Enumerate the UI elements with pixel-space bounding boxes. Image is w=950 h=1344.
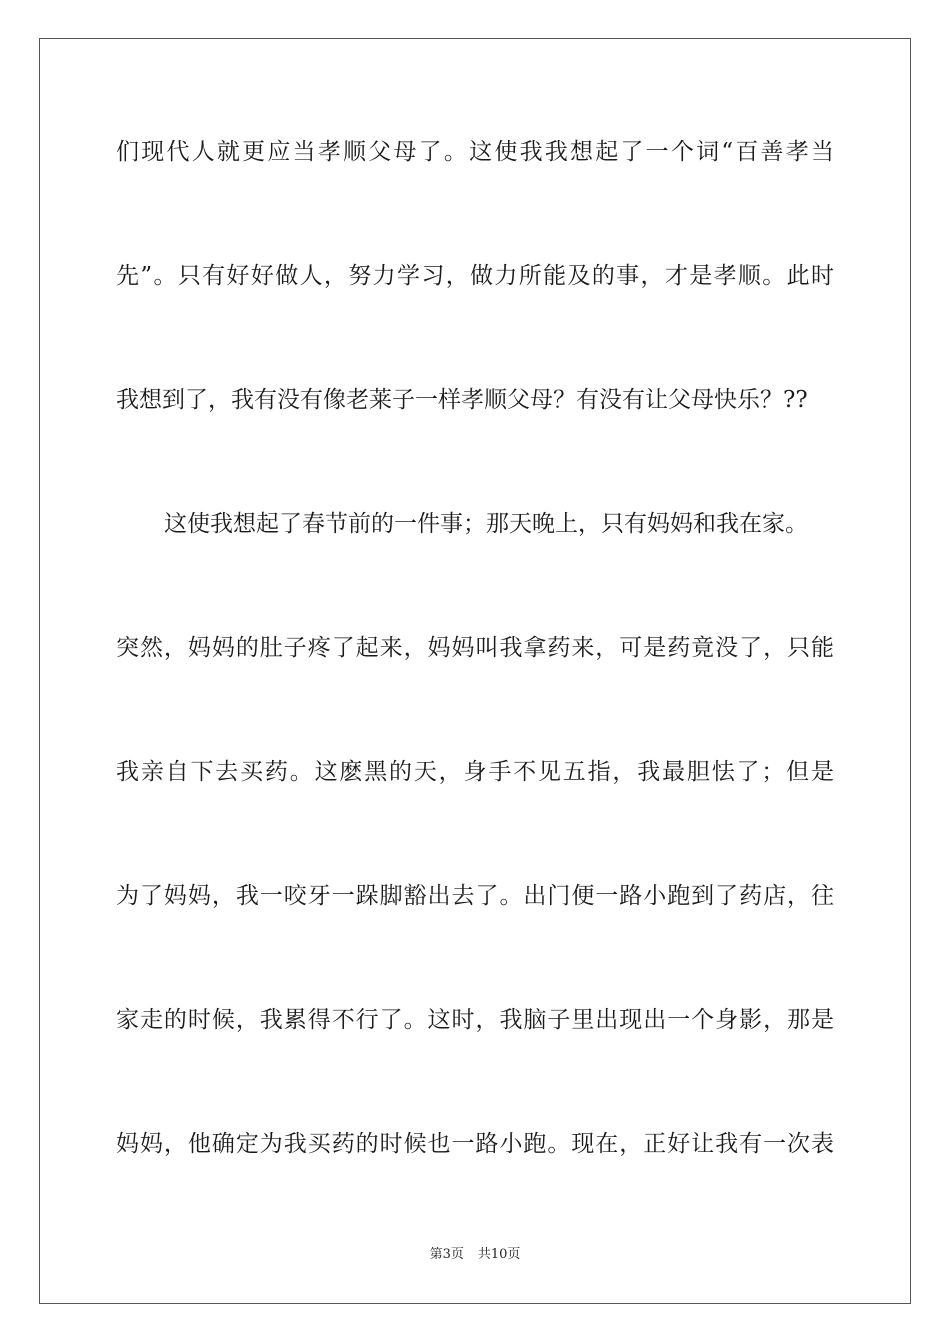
paragraph-line-indented: 这使我想起了春节前的一件事；那天晚上，只有妈妈和我在家。 xyxy=(164,511,808,537)
paragraph-line: 突然，妈妈的肚子疼了起来，妈妈叫我拿药来，可是药竟没了，只能 xyxy=(116,635,834,661)
paragraph-line: 家走的时候，我累得不行了。这时，我脑子里出现出一个身影，那是 xyxy=(116,1007,834,1033)
paragraph-line: 为了妈妈，我一咬牙一跺脚豁出去了。出门便一路小跑到了药店，往 xyxy=(116,883,834,909)
page-number: 第3页 xyxy=(429,1247,464,1262)
paragraph-line: 妈妈，他确定为我买药的时候也一路小跑。现在，正好让我有一次表 xyxy=(116,1131,834,1157)
page-border xyxy=(39,38,911,1304)
page-total: 共10页 xyxy=(477,1247,521,1262)
paragraph-line: 先”。只有好好做人，努力学习，做力所能及的事，才是孝顺。此时 xyxy=(116,263,834,289)
paragraph-line: 们现代人就更应当孝顺父母了。这使我我想起了一个词“百善孝当 xyxy=(116,139,834,165)
paragraph-line: 我亲自下去买药。这麽黑的天，身手不见五指，我最胆怯了；但是 xyxy=(116,759,834,785)
page-footer xyxy=(0,1246,950,1264)
paragraph-line: 我想到了，我有没有像老莱子一样孝顺父母？有没有让父母快乐？?? xyxy=(116,387,808,413)
